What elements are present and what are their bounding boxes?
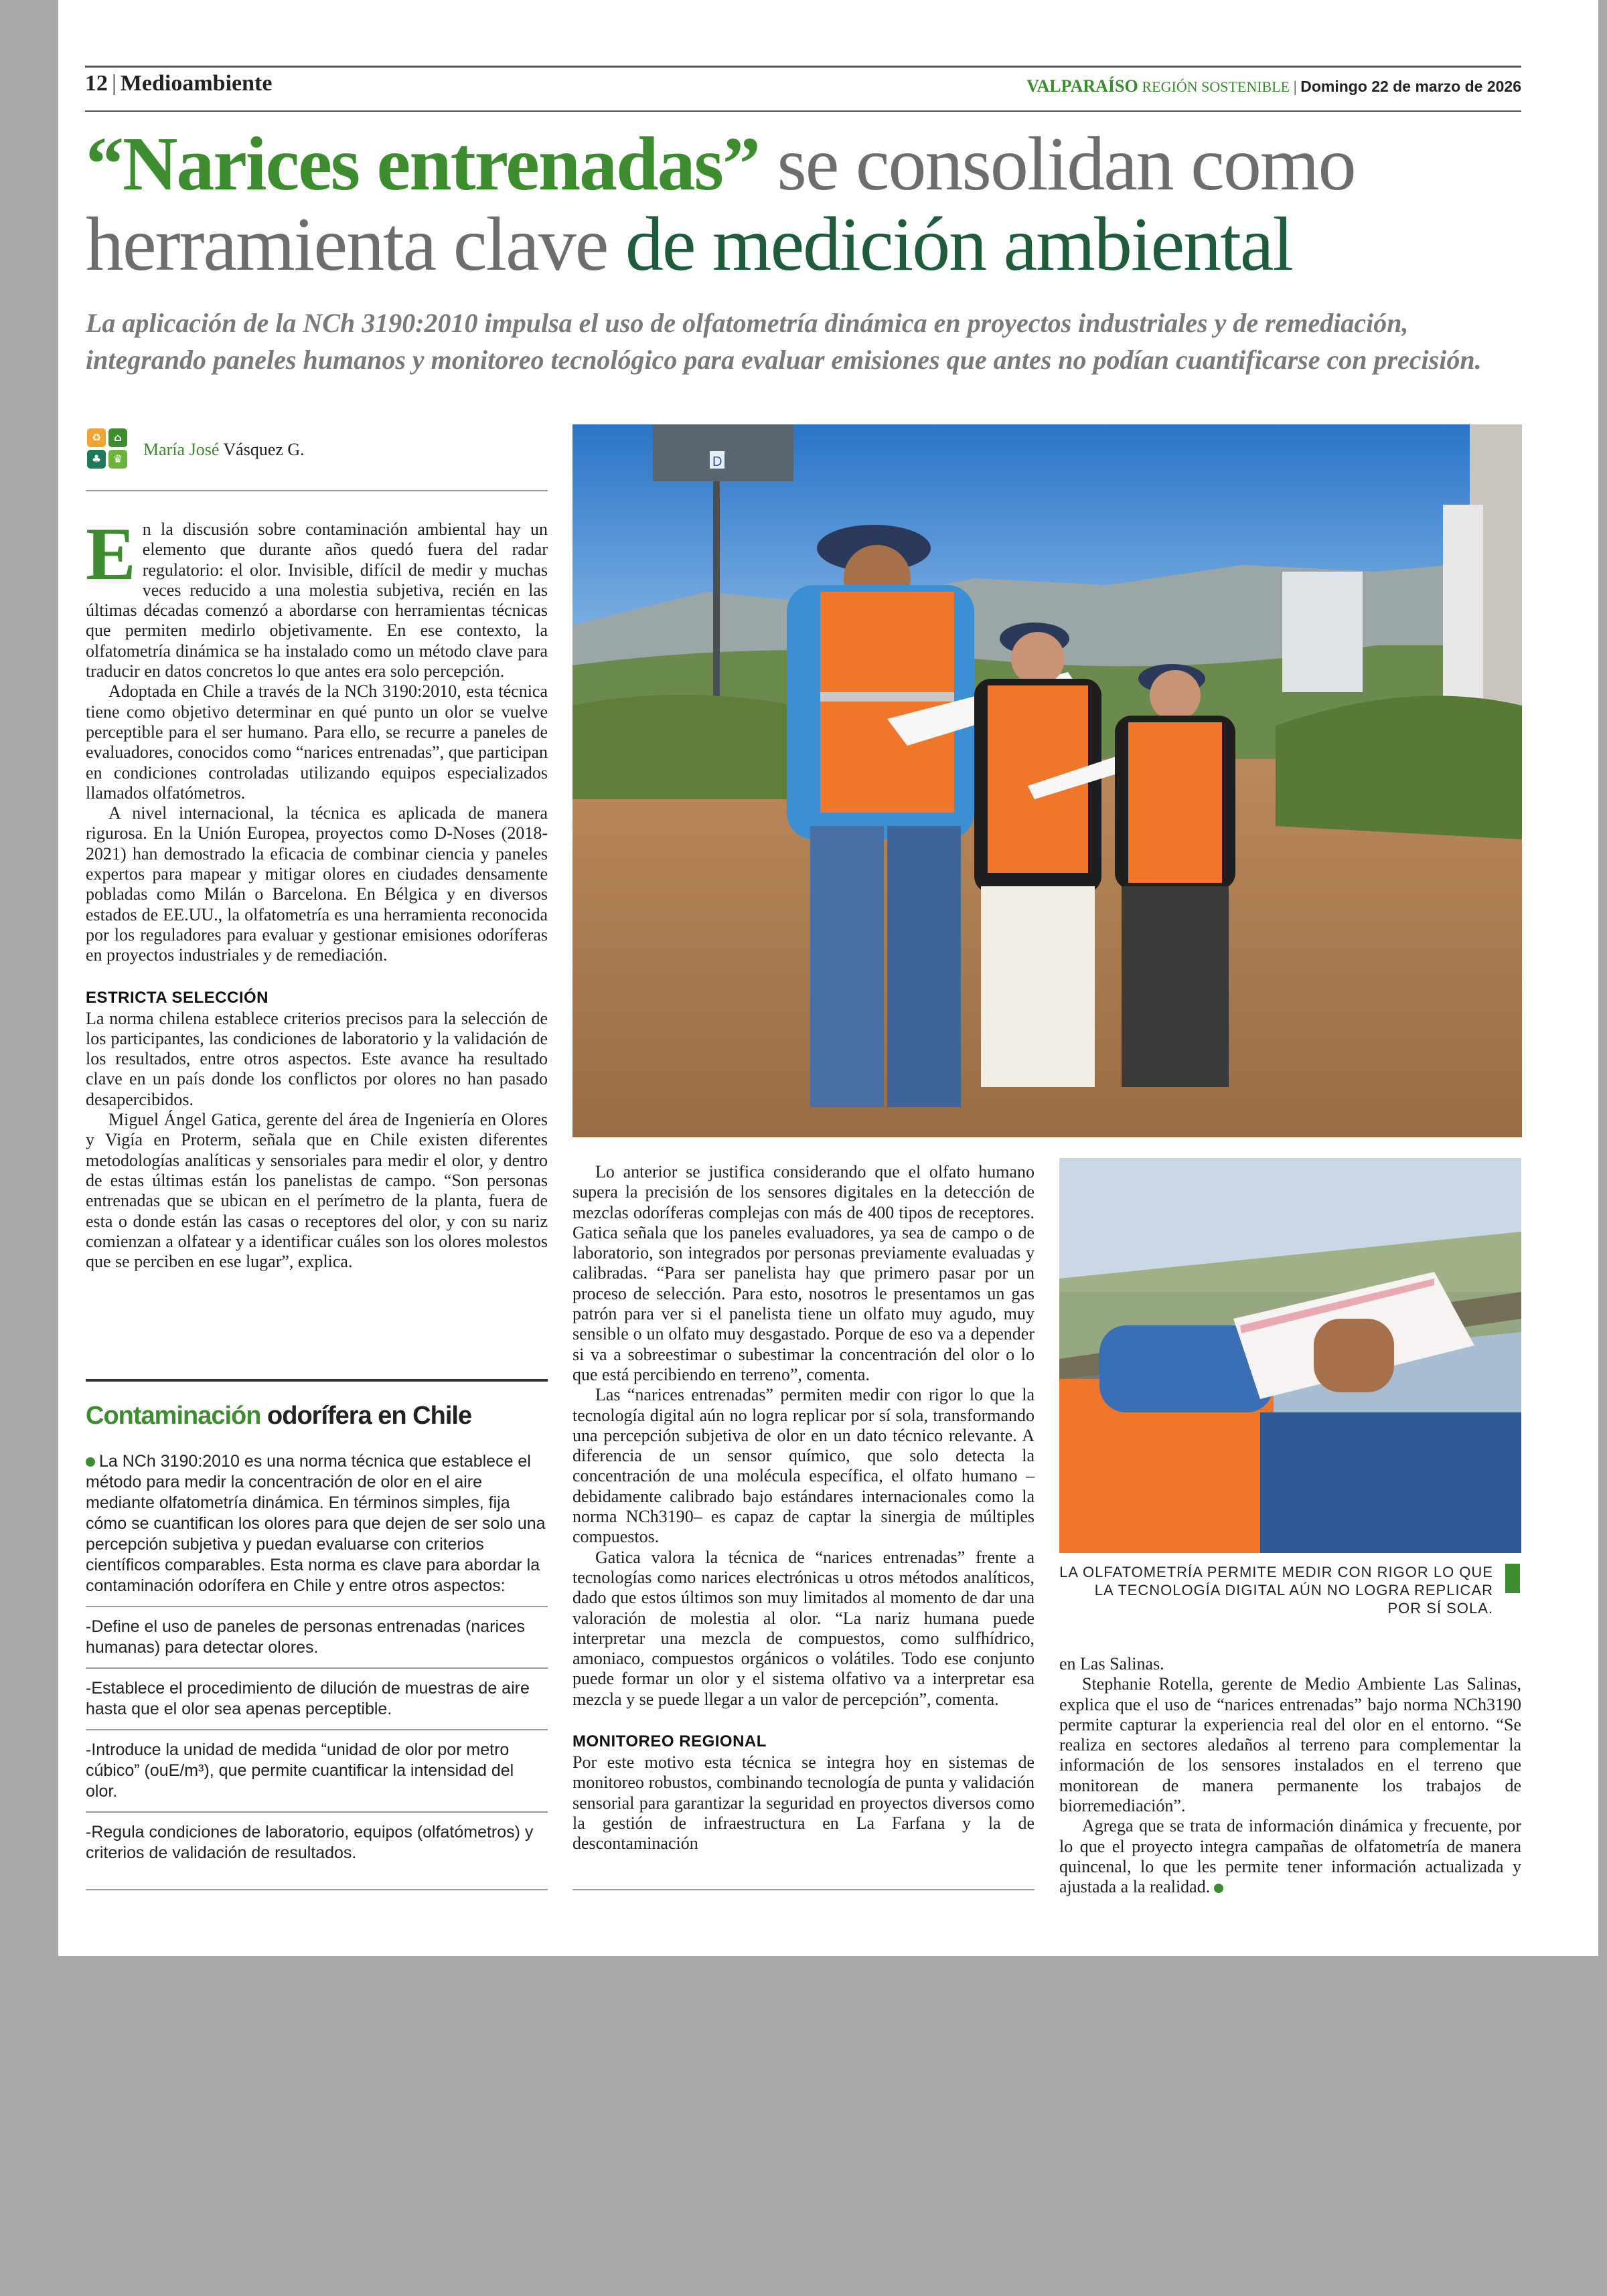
author-last: Vásquez G.: [223, 440, 305, 459]
headline-dark: de medición ambiental: [625, 201, 1293, 286]
box-item: -Define el uso de paneles de personas entrenadas (narices humanas) para detectar olores.: [86, 1606, 548, 1658]
author-logo-icon: ♻ ⌂ ♣ ♛: [87, 428, 130, 471]
masthead-info: VALPARAÍSO REGIÓN SOSTENIBLE | Domingo 22 de marzo de 2026: [1026, 76, 1521, 96]
paragraph: Lo anterior se justifica considerando que el olfato humano supera la precisión de los sensores digitales en la detección de mezclas odoríferas complejas con más de 400 tipos de receptores. Gatica señala que los paneles evaluadores, ya sea de campo o de laboratorio, son integrados por personas previamente evaluadas y calibradas. “Para ser panelista hay que primero pasar por un proceso de selección. Para esto, nosotros le presentamos un gas patrón para ver si el panelista tiene un olfato muy agudo, muy sensible o un olfato muy desgastado. Porque de eso va a depender si va a sobreestimar o subestimar la concentración del olor o lo que está percibiendo en terreno”, comenta.: [572, 1162, 1035, 1384]
box-title-green: Contaminación: [86, 1402, 261, 1430]
paragraph: Agrega que se trata de información dinámica y frecuente, por lo que el proyecto integra campañas de olfatometría de manera quincenal, lo que les permite tener información actualizada y ajustada a la realidad.: [1059, 1816, 1521, 1897]
drop-cap: E: [86, 513, 136, 596]
brand-name: VALPARAÍSO: [1026, 76, 1138, 96]
byline-rule: [86, 490, 548, 491]
bullet-dot-icon: [86, 1457, 95, 1467]
paragraph: en Las Salinas.: [1059, 1654, 1164, 1673]
paragraph: En la discusión sobre contaminación ambiental hay un elemento que durante años quedó fuera del radar regulatorio: el olor. Invisible, difícil de medir y muchas veces reducido a una molestia subjetiva, recién en las últimas décadas comenzó a abordarse con herramientas técnicas que permiten medirlo objetivamente. En ese contexto, la olfatometría dinámica se ha instalado como un método clave para traducir en datos concretos lo que antes era solo percepción.: [86, 513, 548, 681]
deck: La aplicación de la NCh 3190:2010 impulsa el uso de olfatometría dinámica en proyectos industriales y de remediación, integrando paneles humanos y monitoreo tecnológico para evaluar emisiones que antes no podían cuantificarse con precisión.: [86, 308, 1482, 375]
page-number: 12: [85, 71, 108, 96]
box-item: -Introduce la unidad de medida “unidad de olor por metro cúbico” (ouE/m³), que permite cuantificar la intensidad del olor.: [86, 1729, 548, 1802]
end-mark-icon: [1214, 1884, 1223, 1893]
box-intro: La NCh 3190:2010 es una norma técnica que establece el método para medir la concentración de olor en el aire mediante olfatometría dinámica. En términos simples, fija cómo se cuantifican los olores para que dejen de ser solo una percepción subjetiva y puedan evaluarse con criterios científicos comparables. Esta norma es clave para abordar la contaminación odorífera en Chile y entre otros aspectos:: [86, 1452, 546, 1595]
section-name: Medioambiente: [120, 71, 273, 96]
header-top-rule: [85, 66, 1521, 68]
headline: [86, 121, 1532, 286]
main-photo: [572, 424, 1522, 1137]
notebook-closeup-image: [1059, 1158, 1521, 1553]
column-2-bottom-rule: [572, 1889, 1035, 1890]
header-bottom-rule: [85, 110, 1521, 112]
panelist-3: [1115, 664, 1235, 1087]
paragraph: Gatica valora la técnica de “narices entrenadas” frente a tecnologías como narices electrónicas u otros métodos analíticos, dado que estos últimos son muy limitados al momento de dar una valoración de molestia al olor. “La nariz humana puede interpretar una mezcla de compuestos, como sulfhídrico, amoniaco, compuestos orgánicos o volátiles. Todo ese conjunto puede formar un olor y el sistema olfativo va a interpretar esa mezcla y se puede llegar a un valor de percepción”, comenta.: [572, 1547, 1035, 1709]
box-item: -Regula condiciones de laboratorio, equipos (olfatómetros) y criterios de validación de resultados.: [86, 1811, 548, 1864]
column-3: [1059, 1654, 1521, 1898]
box-bottom-rule: [86, 1889, 548, 1890]
paragraph: La norma chilena establece criterios precisos para la selección de los participantes, las condiciones de laboratorio y la validación de los resultados, entre otros aspectos. Este avance ha resultado clave en un país donde los conflictos por olores no han pasado desapercibidos.: [86, 1008, 548, 1109]
billboard-letter: D: [712, 455, 722, 469]
headline-green: “Narices entrenadas”: [86, 121, 759, 206]
headline-gray-1: se consolidan como: [777, 121, 1355, 206]
paragraph: A nivel internacional, la técnica es aplicada de manera rigurosa. En la Unión Europea, proyectos como D-Noses (2018-2021) han demostrado la eficacia de combinar ciencia y paneles expertos para mapear y mitigar olores en ciudades densamente pobladas como Milán o Barcelona. En Bélgica y en diversos estados de EE.UU., la olfatometría es una herramienta reconocida por los reguladores para evaluar y gestionar emisiones odoríferas en proyectos industriales y de remediación.: [86, 803, 548, 965]
paragraph: Por este motivo esta técnica se integra hoy en sistemas de monitoreo robustos, combinando tecnología de punta y validación sensorial para garantizar la seguridad en proyectos diversos como la gestión de infraestructura en La Farfana y la de descontaminación: [572, 1752, 1035, 1854]
issue-date: Domingo 22 de marzo de 2026: [1300, 78, 1521, 95]
region-name: REGIÓN SOSTENIBLE: [1142, 78, 1290, 95]
box-item: -Establece el procedimiento de dilución de muestras de aire hasta que el olor sea apenas perceptible.: [86, 1667, 548, 1720]
subhead: ESTRICTA SELECCIÓN: [86, 988, 269, 1007]
subhead: MONITOREO REGIONAL: [572, 1732, 767, 1751]
paragraph: Stephanie Rotella, gerente de Medio Ambiente Las Salinas, explica que el uso de “narices entrenadas” bajo norma NCh3190 permite capturar la experiencia real del olor en el entorno. “Se realiza en sectores aledaños al terreno para complementar la información de los sensores instalados en el terreno que monitorean de manera permanente los trabajos de biorremediación”.: [1059, 1674, 1521, 1816]
field-panelists-image: [572, 424, 1522, 1137]
photo-caption: LA OLFATOMETRÍA PERMITE MEDIR CON RIGOR LO QUE LA TECNOLOGÍA DIGITAL AÚN NO LOGRA REPLICAR POR SÍ SOLA.: [1059, 1564, 1493, 1617]
box-title-dark: odorífera en Chile: [267, 1402, 472, 1430]
factbox: [86, 1451, 548, 1864]
box-top-rule: [86, 1379, 548, 1382]
box-title: [86, 1402, 471, 1430]
headline-gray-2: herramienta clave: [86, 201, 608, 286]
caption-accent-bar: [1505, 1564, 1520, 1593]
paragraph: Las “narices entrenadas” permiten medir con rigor lo que la tecnología digital aún no logra replicar por sí sola, transformando una percepción subjetiva de olor en un dato técnico relevante. A diferencia de un sensor químico, que solo detecta la concentración de una molécula específica, el olfato humano –debidamente calibrado bajo estándares internacionales como la norma NCh3190– es capaz de captar la sinergia de múltiples compuestos.: [572, 1385, 1035, 1547]
page-folio: 12 | Medioambiente: [85, 71, 273, 96]
paragraph: Adoptada en Chile a través de la NCh 3190:2010, esta técnica tiene como objetivo determinar en qué punto un olor se vuelve perceptible para el ser humano. Para ello, se recurre a paneles de evaluadores, conocidos como “narices entrenadas”, que participan en condiciones controladas utilizando equipos especializados llamados olfatómetros.: [86, 681, 548, 803]
author-byline: [143, 440, 305, 460]
paragraph: Miguel Ángel Gatica, gerente del área de Ingeniería en Olores y Vigía en Proterm, señala que en Chile existen diferentes metodologías analíticas y sensoriales para medir el olor, y dentro de estas últimas están los panelistas de campo. “Son personas entrenadas que se ubican en el perímetro de la planta, fuera de esta o donde están las casas o receptores del olor, y con su nariz comienzan a olfatear y a identificar cuáles son los olores molestos que se perciben en ese lugar”, explica.: [86, 1110, 548, 1272]
secondary-photo: [1059, 1158, 1521, 1553]
column-2: [572, 1162, 1035, 1854]
author-first: María José: [143, 440, 220, 459]
column-1: [86, 513, 548, 1272]
